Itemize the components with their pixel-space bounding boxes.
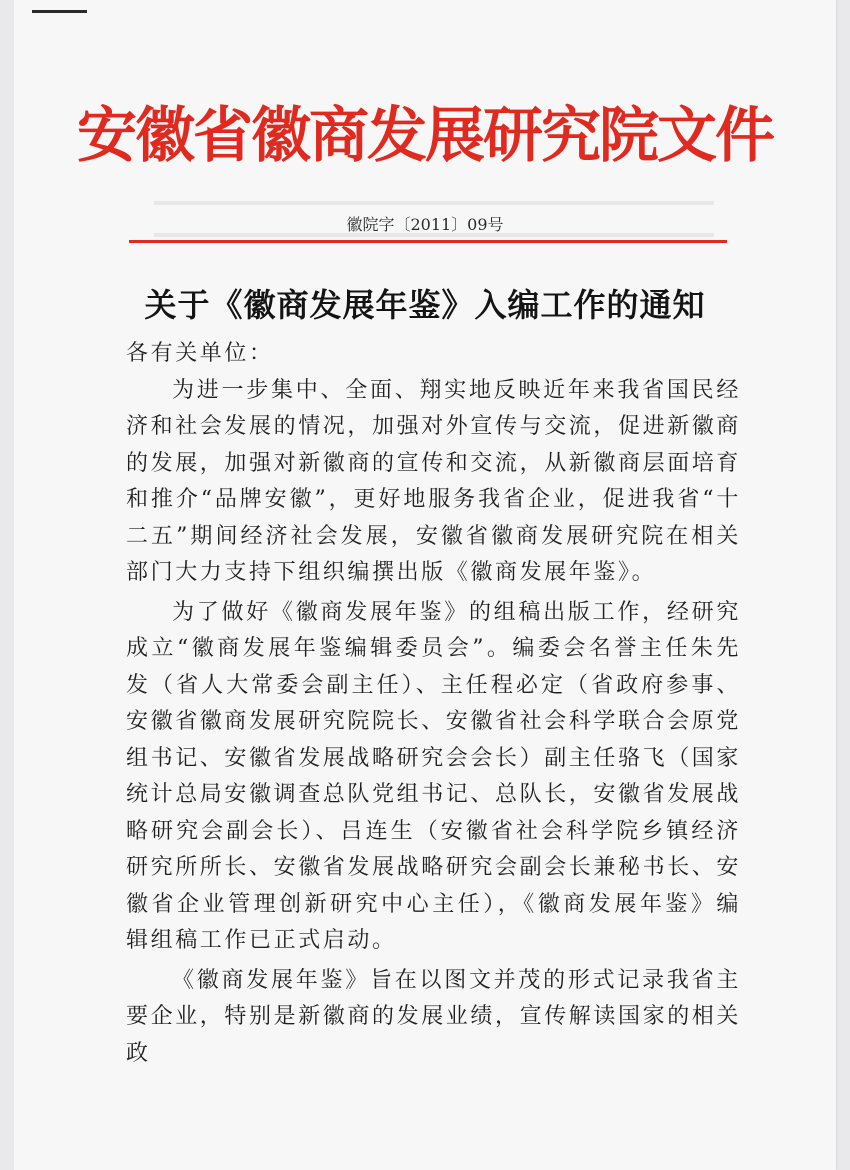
document-header-title: 安徽省徽商发展研究院文件 [77,101,773,171]
header-divider [129,240,727,243]
body-paragraph-3: 《徽商发展年鉴》旨在以图文并茂的形式记录我省主要企业，特别是新徽商的发展业绩，宣传解读国家的相关政 [126,967,742,1066]
notice-title: 关于《徽商发展年鉴》入编工作的通知 [144,286,706,324]
document-body [126,336,741,1072]
body-paragraph-2: 为了做好《徽商发展年鉴》的组稿出版工作，经研究成立“徽商发展年鉴编辑委员会”。编委会名誉主任朱先发（省人大常委会副主任）、主任程必定（省政府参事、安徽省徽商发展研究院院长、安徽省社会科学联合会原党组书记、安徽省发展战略研究会会长）副主任骆飞（国家统计总局安徽调查总队党组书记、总队长，安徽省发展战略研究会副会长）、吕连生（安徽省社会科学院乡镇经济研究所所长、安徽省发展战略研究会副会长兼秘书长、安徽省企业管理创新研究中心主任），《徽商发展年鉴》编辑组稿工作已正式启动。 [126,599,742,953]
body-paragraph-1: 为进一步集中、全面、翔实地反映近年来我省国民经济和社会发展的情况，加强对外宣传与交流，促进新徽商的发展，加强对新徽商的宣传和交流，从新徽商层面培育和推介“品牌安徽”，更好地服务我省企业，促进我省“十二五”期间经济社会发展，安徽省徽商发展研究院在相关部门大力支持下组织编撰出版《徽商发展年鉴》。 [126,377,742,585]
salutation: 各有关单位： [126,341,274,366]
document-number: 徽院字〔2011〕09号 [346,215,504,234]
document-page [14,0,836,1170]
scan-mark [32,10,87,13]
